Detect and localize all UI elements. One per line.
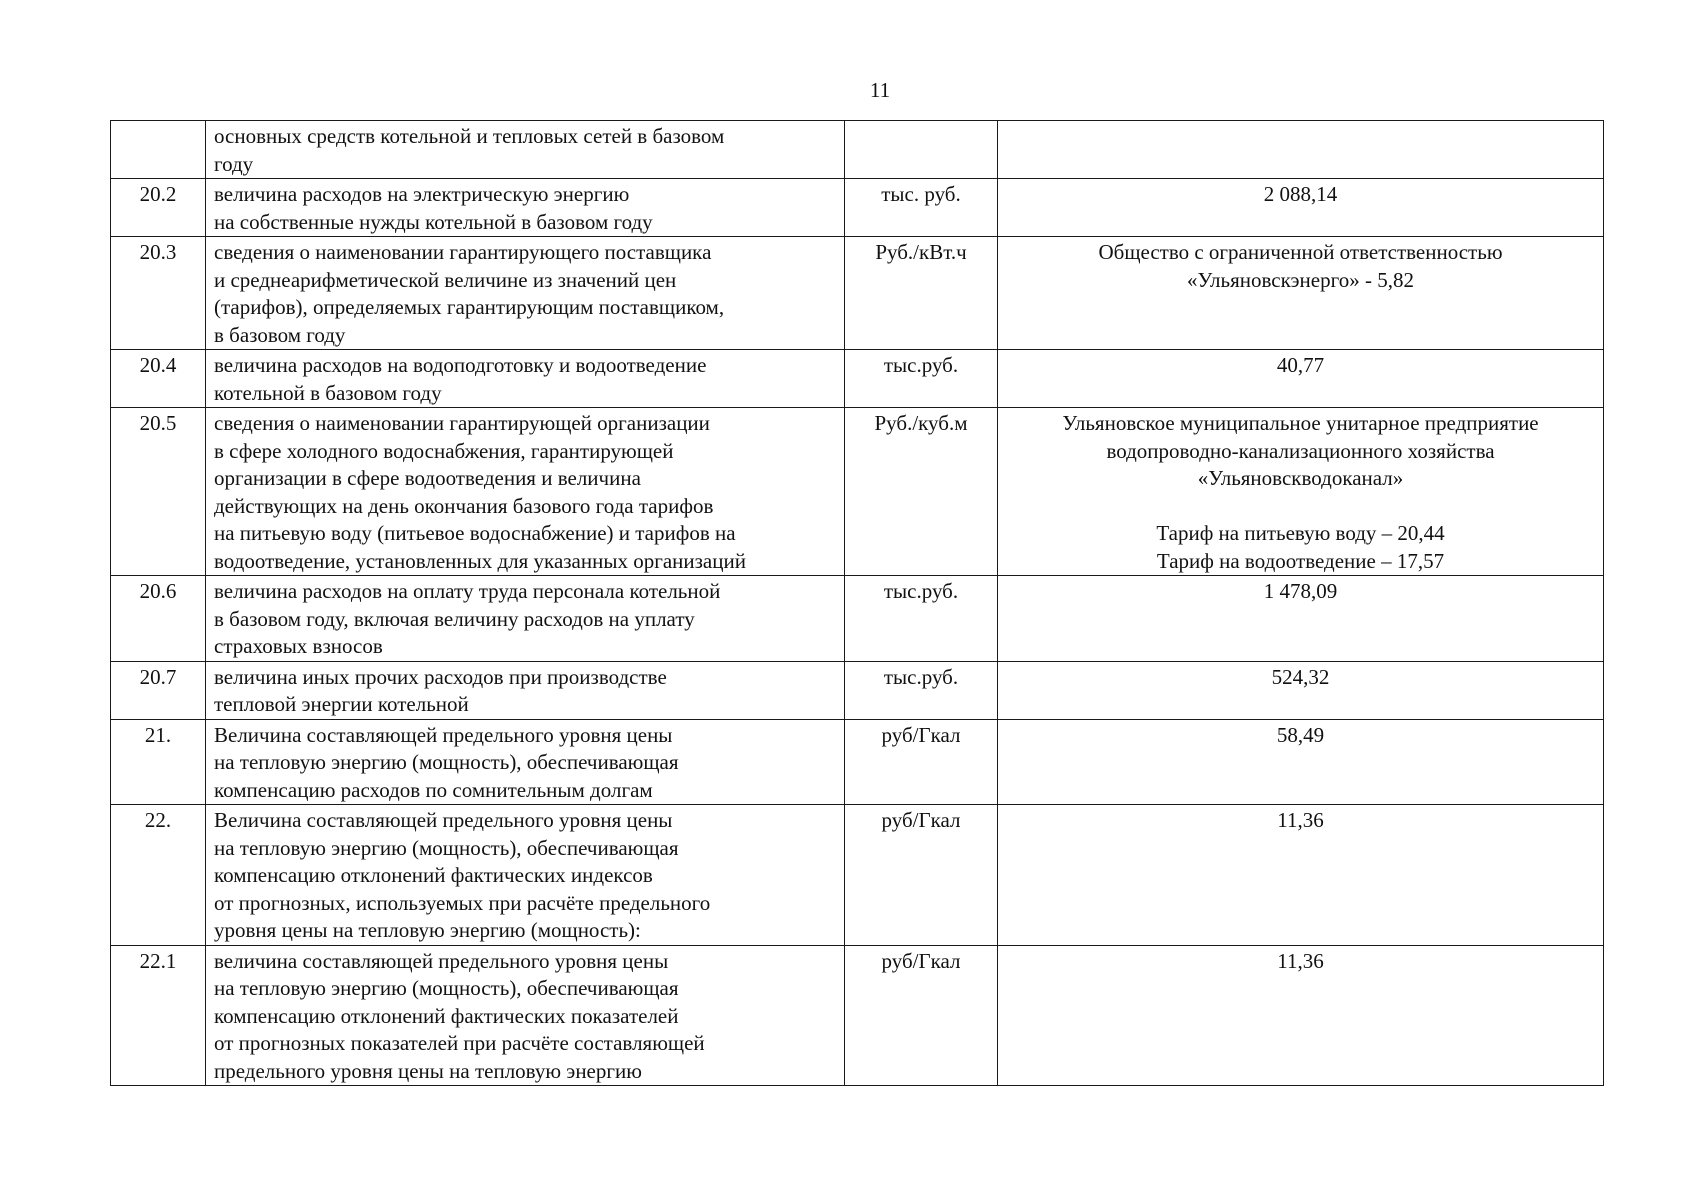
description-line: в сфере холодного водоснабжения, гарантирующей: [214, 438, 674, 463]
description-line: сведения о наименовании гарантирующего поставщика: [214, 240, 712, 264]
description-line: компенсацию отклонений фактических индексов: [214, 863, 653, 887]
value-line: Тариф на питьевую воду – 20,44: [1156, 521, 1445, 545]
table-row: [111, 121, 1604, 179]
row-number-cell: 20.3: [111, 237, 206, 350]
value-cell: [998, 179, 1604, 237]
value-spacer: [1006, 493, 1595, 521]
description-line: величина расходов на оплату труда персонала котельной: [214, 579, 721, 603]
description-cell: [206, 179, 845, 237]
description-line: уровня цены на тепловую энергию (мощность):: [214, 918, 641, 942]
value-cell: [998, 805, 1604, 946]
value-line: 40,77: [1276, 353, 1325, 377]
row-number-cell: 20.4: [111, 350, 206, 408]
description-line: и среднеарифметической величине из значений цен: [214, 267, 677, 292]
unit-cell: тыс.руб.: [845, 661, 998, 719]
value-cell: [998, 121, 1604, 179]
description-cell: [206, 408, 845, 576]
row-number-cell: [111, 121, 206, 179]
unit-cell: [845, 121, 998, 179]
description-line: (тарифов), определяемых гарантирующим поставщиком,: [214, 295, 725, 319]
value-cell: [998, 237, 1604, 350]
value-line: 11,36: [1277, 948, 1324, 973]
description-cell: [206, 805, 845, 946]
description-line: в базовом году, включая величину расходов на уплату: [214, 606, 695, 631]
value-line: 58,49: [1276, 722, 1325, 747]
description-line: от прогнозных, используемых при расчёте предельного: [214, 890, 711, 915]
description-cell: [206, 576, 845, 662]
unit-cell: Руб./куб.м: [845, 408, 998, 576]
description-line: на тепловую энергию (мощность), обеспечивающая: [214, 750, 679, 774]
description-line: на собственные нужды котельной в базовом году: [214, 209, 653, 234]
row-number-cell: 20.2: [111, 179, 206, 237]
table-body: [111, 121, 1604, 1086]
description-line: организации в сфере водоотведения и величина: [214, 466, 641, 490]
description-cell: [206, 945, 845, 1086]
row-number-cell: 20.7: [111, 661, 206, 719]
table-row: [111, 408, 1604, 576]
description-line: Величина составляющей предельного уровня цены: [214, 722, 673, 747]
tariff-parameters-table: [110, 120, 1604, 1086]
row-number-cell: 22.: [111, 805, 206, 946]
value-cell: [998, 661, 1604, 719]
description-cell: [206, 237, 845, 350]
unit-cell: Руб./кВт.ч: [845, 237, 998, 350]
description-line: компенсацию расходов по сомнительным долгам: [214, 777, 653, 802]
description-cell: [206, 661, 845, 719]
value-line: «Ульяновскводоканал»: [1197, 466, 1404, 490]
description-line: компенсацию отклонений фактических показателей: [214, 1003, 679, 1028]
row-number-cell: 20.5: [111, 408, 206, 576]
table-row: [111, 350, 1604, 408]
table-row: [111, 179, 1604, 237]
value-line: 11,36: [1277, 808, 1324, 832]
description-line: на тепловую энергию (мощность), обеспечивающая: [214, 976, 679, 1000]
value-cell: [998, 719, 1604, 805]
description-line: предельного уровня цены на тепловую энергию: [214, 1058, 642, 1083]
table-row: [111, 237, 1604, 350]
table-row: [111, 719, 1604, 805]
page-number: 11: [869, 78, 891, 102]
value-line: Общество с ограниченной ответственностью: [1098, 240, 1503, 264]
unit-cell: руб/Гкал: [845, 805, 998, 946]
description-cell: [206, 719, 845, 805]
description-line: страховых взносов: [214, 634, 383, 658]
value-line: 2 088,14: [1263, 182, 1338, 206]
description-line: котельной в базовом году: [214, 380, 442, 405]
description-line: величина иных прочих расходов при производстве: [214, 664, 667, 689]
description-line: величина расходов на водоподготовку и водоотведение: [214, 353, 707, 377]
description-line: величина расходов на электрическую энергию: [214, 182, 630, 206]
table-row: [111, 945, 1604, 1086]
value-cell: [998, 350, 1604, 408]
table-row: [111, 661, 1604, 719]
value-line: «Ульяновскэнерго» - 5,82: [1187, 267, 1414, 292]
unit-cell: тыс.руб.: [845, 576, 998, 662]
description-line: на тепловую энергию (мощность), обеспечивающая: [214, 835, 679, 860]
value-cell: [998, 408, 1604, 576]
description-line: тепловой энергии котельной: [214, 692, 469, 716]
value-cell: [998, 576, 1604, 662]
value-line: Тариф на водоотведение – 17,57: [1156, 548, 1445, 573]
value-line: 524,32: [1271, 664, 1330, 689]
value-line: водопроводно-канализационного хозяйства: [1106, 438, 1495, 463]
description-line: году: [214, 151, 254, 176]
description-line: на питьевую воду (питьевое водоснабжение) и тарифов на: [214, 521, 736, 545]
description-cell: [206, 121, 845, 179]
description-line: действующих на день окончания базового года тарифов: [214, 493, 714, 518]
unit-cell: тыс. руб.: [845, 179, 998, 237]
description-line: от прогнозных показателей при расчёте составляющей: [214, 1031, 705, 1055]
description-line: в базовом году: [214, 322, 346, 347]
unit-cell: тыс.руб.: [845, 350, 998, 408]
unit-cell: руб/Гкал: [845, 719, 998, 805]
description-line: Величина составляющей предельного уровня цены: [214, 808, 673, 832]
description-line: сведения о наименовании гарантирующей организации: [214, 411, 710, 435]
value-line: Ульяновское муниципальное унитарное предприятие: [1062, 411, 1539, 435]
row-number-cell: 22.1: [111, 945, 206, 1086]
table-row: [111, 576, 1604, 662]
description-cell: [206, 350, 845, 408]
description-line: водоотведение, установленных для указанных организаций: [214, 548, 746, 573]
table-row: [111, 805, 1604, 946]
value-line: 1 478,09: [1263, 579, 1338, 603]
row-number-cell: 21.: [111, 719, 206, 805]
unit-cell: руб/Гкал: [845, 945, 998, 1086]
description-line: основных средств котельной и тепловых сетей в базовом: [214, 124, 725, 148]
row-number-cell: 20.6: [111, 576, 206, 662]
description-line: величина составляющей предельного уровня цены: [214, 948, 669, 973]
value-cell: [998, 945, 1604, 1086]
